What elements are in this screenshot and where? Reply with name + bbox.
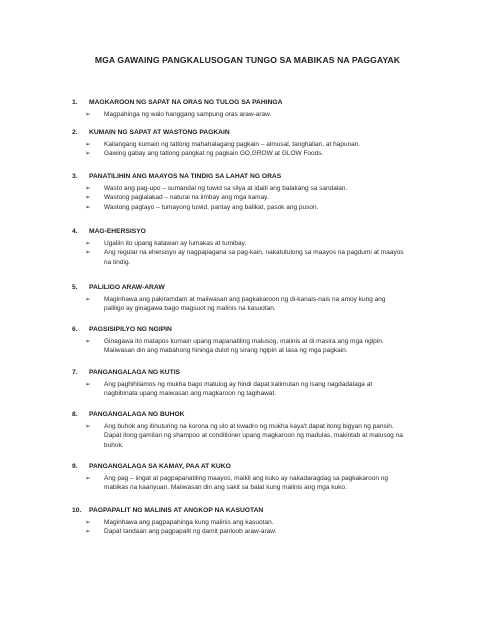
section-heading bbox=[72, 325, 452, 334]
bullet-list bbox=[72, 380, 452, 399]
section-number: 2. bbox=[72, 129, 78, 136]
arrow-bullet-icon: ➢ bbox=[85, 519, 91, 526]
section-title: KUMAIN NG SAPAT AT WASTONG PAGKAIN bbox=[89, 129, 230, 136]
section-heading bbox=[72, 128, 452, 137]
list-item bbox=[72, 239, 404, 248]
section-title: PAGPAPALIT NG MALINIS AT ANGKOP NA KASUOTAN bbox=[89, 507, 264, 514]
bullet-list bbox=[72, 239, 452, 267]
bullet-text: Gawing gabay ang tatlong pangkat ng pagkain GO,GROW at GLOW Foods. bbox=[104, 150, 324, 158]
bullet-text: Kailangang kumain ng tatlong mahahalagang pagkain – almusal, tanghalian, at hapunan. bbox=[104, 141, 361, 148]
list-item bbox=[72, 184, 404, 193]
bullet-text: Ang regular na ehersisyo ay nagpapagana sa pag-kain, nakatutulong sa maayos na pagdumi at maayos na tindig. bbox=[104, 249, 404, 266]
arrow-bullet-icon: ➢ bbox=[85, 111, 91, 118]
arrow-bullet-icon: ➢ bbox=[85, 296, 91, 303]
section-number: 9. bbox=[72, 463, 78, 470]
bullet-text: Wastong pagtayo – tumayong tuwid, pantay ang balikat, pasok ang puson. bbox=[104, 203, 319, 211]
section-title: PANGANGALAGA SA KAMAY, PAA AT KUKO bbox=[89, 463, 231, 470]
section-1 bbox=[72, 98, 452, 119]
arrow-bullet-icon: ➢ bbox=[85, 240, 91, 247]
section-title: PAGSISIPILYO NG NGIPIN bbox=[89, 326, 172, 333]
section-6 bbox=[72, 325, 452, 356]
section-title: MAGKAROON NG SAPAT NA ORAS NG TULOG SA PAHINGA bbox=[89, 99, 283, 106]
bullet-list bbox=[72, 518, 452, 537]
arrow-bullet-icon: ➢ bbox=[85, 249, 91, 257]
section-5 bbox=[72, 283, 452, 314]
bullet-text: Magpahinga ng walo hanggang sampung oras araw-araw. bbox=[104, 111, 272, 118]
list-item bbox=[72, 295, 404, 314]
section-number: 3. bbox=[72, 173, 78, 180]
bullet-text: Ang pag – iingat at pagpapanatiling maayos, maikli ang kuko ay nakadaragdag sa pagkakaroon ng mabikas na kaanyuan. Maiiwasan din ang sakit sa balat kung malinis ang mga kuko. bbox=[104, 475, 389, 492]
list-item bbox=[72, 248, 404, 267]
bullet-text: Ugaliin ito upang katawan ay lumakas at tumibay. bbox=[104, 240, 247, 247]
bullet-text: Wasto ang pag-upo – sumandal ng tuwid sa silya at idaiti ang balakang sa sandalan. bbox=[104, 185, 348, 192]
bullet-list bbox=[72, 474, 452, 493]
section-title: MAG-EHERSISYO bbox=[89, 228, 146, 235]
bullet-text: Dapat tandaan ang pagpapalit ng damit panloob araw-araw. bbox=[104, 528, 277, 536]
section-heading bbox=[72, 227, 452, 236]
section-number: 5. bbox=[72, 284, 78, 291]
section-heading bbox=[72, 462, 452, 471]
arrow-bullet-icon: ➢ bbox=[85, 423, 91, 430]
section-3 bbox=[72, 172, 452, 212]
bullet-text: Ginagawa ito matapos kumain upang mapanatiling malusog, malinis at di masira ang mga ngipin. Maiiwasan din ang mabahong hininga dulot ng sirang ngipin at lasa ng mga pagkain. bbox=[104, 338, 384, 355]
section-heading bbox=[72, 172, 452, 181]
section-number: 6. bbox=[72, 326, 78, 333]
bullet-list bbox=[72, 295, 452, 314]
document-title: MGA GAWAING PANGKALUSOGAN TUNGO SA MABIKAS NA PAGGAYAK bbox=[94, 55, 401, 65]
list-item bbox=[72, 380, 404, 399]
section-2 bbox=[72, 128, 452, 159]
arrow-bullet-icon: ➢ bbox=[85, 150, 91, 158]
bullet-list bbox=[72, 422, 452, 450]
section-number: 7. bbox=[72, 369, 78, 376]
section-8 bbox=[72, 410, 452, 450]
section-heading bbox=[72, 368, 452, 377]
section-title: PANATILIHIN ANG MAAYOS NA TINDIG SA LAHAT NG ORAS bbox=[89, 173, 282, 180]
section-7 bbox=[72, 368, 452, 399]
list-item bbox=[72, 193, 404, 202]
bullet-list bbox=[72, 184, 452, 212]
section-number: 4. bbox=[72, 228, 78, 235]
list-item bbox=[72, 203, 404, 212]
section-number: 1. bbox=[72, 99, 78, 106]
arrow-bullet-icon: ➢ bbox=[85, 194, 91, 202]
list-item bbox=[72, 140, 404, 149]
bullet-text: Wastong paglalakad – natural na iimbay ang mga kamay. bbox=[104, 194, 269, 202]
section-heading bbox=[72, 506, 452, 515]
list-item bbox=[72, 474, 404, 493]
arrow-bullet-icon: ➢ bbox=[85, 338, 91, 345]
section-heading bbox=[72, 98, 452, 107]
list-item bbox=[72, 422, 404, 450]
list-item bbox=[72, 518, 404, 527]
section-title: PALILIGO ARAW-ARAW bbox=[89, 284, 165, 291]
bullet-list bbox=[72, 337, 452, 356]
section-title: PANGANGALAGA NG BUHOK bbox=[89, 411, 185, 418]
bullet-list bbox=[72, 140, 452, 159]
arrow-bullet-icon: ➢ bbox=[85, 381, 91, 388]
arrow-bullet-icon: ➢ bbox=[85, 528, 91, 536]
section-title: PANGANGALAGA NG KUTIS bbox=[89, 369, 181, 376]
list-item bbox=[72, 149, 404, 158]
bullet-text: Ang buhok ang itinuturing na korona ng ulo at kwadro ng mukha kaya't dapat itong bigyan ng pansin. Dapat itong gamitan ng shampoo at conditioner upang magkaroon ng madulas, makintab at malusog na buhok. bbox=[104, 423, 403, 449]
section-heading bbox=[72, 283, 452, 292]
list-item bbox=[72, 337, 404, 356]
bullet-text: Maginhawa ang pakiramdam at maiiwasan ang pagkakaroon ng di-kanais-nais na amoy kung ang paliligo ay ginagawa bago magsuot ng malinis na kasuotan. bbox=[104, 296, 386, 313]
arrow-bullet-icon: ➢ bbox=[85, 141, 91, 148]
section-number: 10. bbox=[72, 507, 82, 514]
section-number: 8. bbox=[72, 411, 78, 418]
list-item bbox=[72, 527, 404, 536]
section-9 bbox=[72, 462, 452, 493]
bullet-text: Maginhawa ang pagpapahinga kung malinis ang kasuotan. bbox=[104, 519, 274, 526]
section-4 bbox=[72, 227, 452, 267]
arrow-bullet-icon: ➢ bbox=[85, 203, 91, 211]
section-10 bbox=[72, 506, 452, 537]
bullet-list bbox=[72, 110, 452, 119]
bullet-text: Ang paghihilamos ng mukha bago matulog ay hindi dapat kalimutan ng isang nagdadalaga at nagbibinata upang maiwasan ang magkaroon ng tagihawat. bbox=[104, 381, 373, 398]
section-heading bbox=[72, 410, 452, 419]
arrow-bullet-icon: ➢ bbox=[85, 475, 91, 482]
list-item bbox=[72, 110, 404, 119]
arrow-bullet-icon: ➢ bbox=[85, 185, 91, 192]
